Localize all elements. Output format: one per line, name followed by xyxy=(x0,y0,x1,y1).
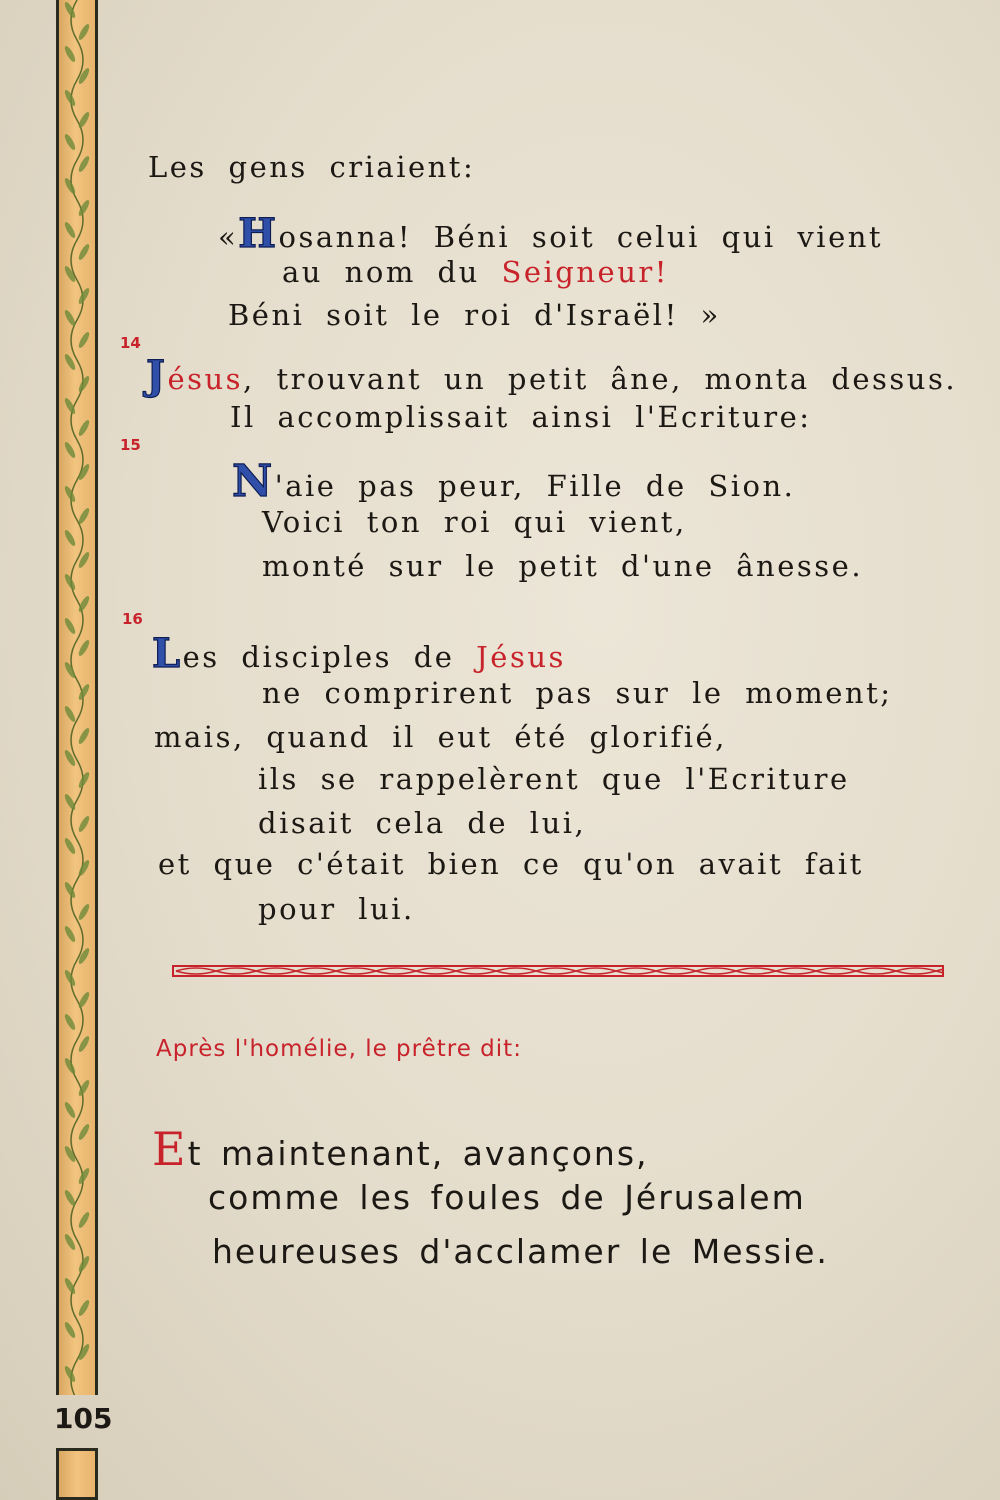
decorative-vine-border xyxy=(56,0,98,1395)
illuminated-initial-h: H xyxy=(238,210,279,257)
intro-line: Les gens criaient: xyxy=(148,150,476,184)
illuminated-initial-n: N xyxy=(232,456,275,507)
verse-15-line-2: Voici ton roi qui vient, xyxy=(262,505,687,539)
verse-15-line-3: monté sur le petit d'une ânesse. xyxy=(262,549,864,583)
verse-14-line-1-text: , trouvant un petit âne, monta dessus. xyxy=(243,362,958,396)
acclamation-line-2 xyxy=(282,255,669,289)
acclamation-line-1-text: osanna! Béni soit celui qui vient xyxy=(278,220,884,254)
verse-number-15: 15 xyxy=(120,436,141,454)
closing-line-3: heureuses d'acclamer le Messie. xyxy=(212,1232,829,1271)
page-number: 105 xyxy=(54,1402,113,1435)
verse-16-line-3: mais, quand il eut été glorifié, xyxy=(154,720,727,754)
verse-16-line-1-text: es disciples de xyxy=(182,640,455,674)
illuminated-initial-j: J xyxy=(146,352,168,399)
verse-15-line-1-text: 'aie pas peur, Fille de Sion. xyxy=(274,469,796,503)
acclamation-line-1 xyxy=(218,210,883,257)
open-quote: « xyxy=(218,220,239,254)
jesus-rubric-word: Jésus xyxy=(476,640,566,674)
decorative-border-fragment xyxy=(56,1448,98,1500)
closing-line-1-text: t maintenant, avançons, xyxy=(187,1134,649,1173)
seigneur-rubric-word: Seigneur! xyxy=(501,255,669,289)
verse-14-line-1 xyxy=(146,352,957,399)
verse-14-line-2: Il accomplissait ainsi l'Ecriture: xyxy=(230,400,812,434)
verse-16-line-4: ils se rappelèrent que l'Ecriture xyxy=(258,762,850,796)
red-initial-e: E xyxy=(152,1122,188,1176)
closing-line-2: comme les foules de Jérusalem xyxy=(208,1178,806,1217)
verse-16-line-1 xyxy=(152,630,566,677)
jesus-rubric-word: ésus xyxy=(167,362,244,396)
red-chain-divider xyxy=(172,962,944,980)
acclamation-line-2-text: au nom du xyxy=(282,255,480,289)
verse-16-line-2: ne comprirent pas sur le moment; xyxy=(262,676,893,710)
closing-line-1 xyxy=(152,1122,649,1176)
verse-15-line-1 xyxy=(232,456,795,507)
illuminated-initial-l: L xyxy=(152,630,183,677)
rubric-instruction: Après l'homélie, le prêtre dit: xyxy=(156,1036,522,1062)
verse-16-line-7: pour lui. xyxy=(258,892,415,926)
verse-16-line-6: et que c'était bien ce qu'on avait fait xyxy=(158,847,864,881)
verse-16-line-5: disait cela de lui, xyxy=(258,806,587,840)
acclamation-line-3: Béni soit le roi d'Israël! » xyxy=(228,298,721,332)
verse-number-16: 16 xyxy=(122,610,143,628)
verse-number-14: 14 xyxy=(120,334,141,352)
